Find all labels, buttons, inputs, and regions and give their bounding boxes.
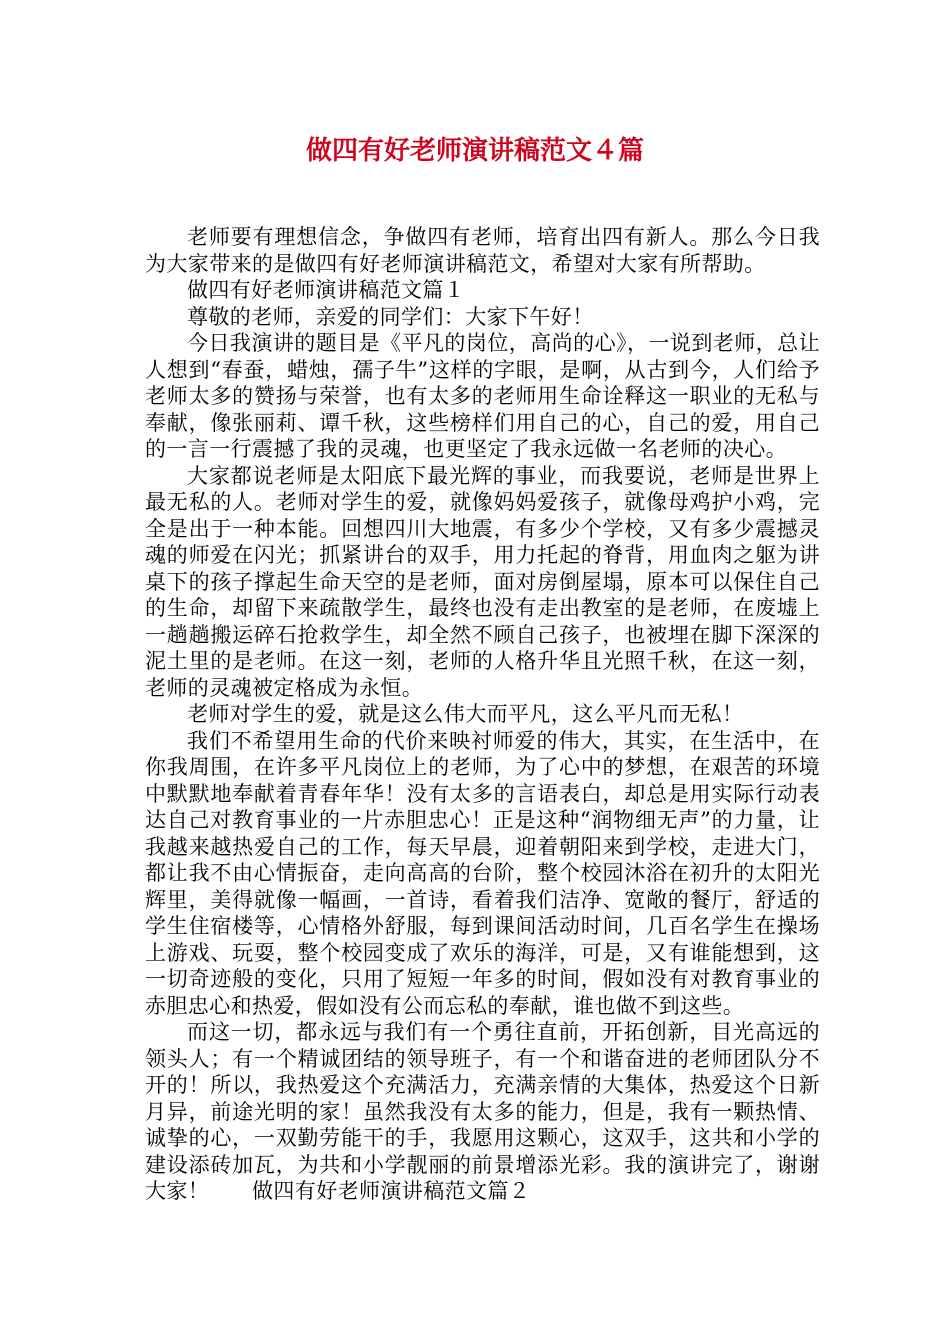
body-paragraph: 今日我演讲的题目是《平凡的岗位，高尚的心》，一说到老师，总让人想到“春蚕，蜡烛，孺子牛”这样的字眼，是啊，从古到今，人们给予老师太多的赞扬与荣誉，也有太多的老师用生命诠释这一职业的无私与奉献，像张丽莉、谭千秋，这些榜样们用自己的心，自己的爱，用自己的一言一行震撼了我的灵魂，也更坚定了我永远做一名老师的决心。 — [145, 331, 820, 461]
greeting-paragraph: 尊敬的老师，亲爱的同学们：大家下午好！ — [187, 304, 594, 329]
body-paragraph: 我们不希望用生命的代价来映衬师爱的伟大，其实，在生活中，在你我周围，在许多平凡岗位上的老师，为了心中的梦想，在艰苦的环境中默默地奉献着青春年华！没有太多的言语表白，却总是用实际行动表达自己对教育事业的一片赤胆忠心！正是这种“润物细无声”的力量，让我越来越热爱自己的工作，每天早晨，迎着朝阳来到学校，走进大门，都让我不由心情振奋，走向高高的台阶，整个校园沐浴在初升的太阳光辉里，美得就像一幅画，一首诗，看着我们洁净、宽敞的餐厅，舒适的学生住宿楼等，心情格外舒服，每到课间活动时间，几百名学生在操场上游戏、玩耍，整个校园变成了欢乐的海洋，可是，又有谁能想到，这一切奇迹般的变化，只用了短短一年多的时间，假如没有对教育事业的赤胆忠心和热爱，假如没有公而忘私的奉献，谁也做不到这些。 — [145, 728, 820, 1018]
intro-paragraph: 老师要有理想信念，争做四有老师，培育出四有新人。那么今日我为大家带来的是做四有好老师演讲稿范文，希望对大家有所帮助。 — [145, 225, 820, 276]
section-heading-1: 做四有好老师演讲稿范文篇１ — [187, 278, 466, 302]
body-paragraph: 大家都说老师是太阳底下最光辉的事业，而我要说，老师是世界上最无私的人。老师对学生的爱，就像妈妈爱孩子，就像母鸡护小鸡，完全是出于一种本能。回想四川大地震，有多少个学校，又有多少震撼灵魂的师爱在闪光；抓紧讲台的双手，用力托起的脊背，用血肉之躯为讲桌下的孩子撑起生命天空的是老师，面对房倒屋塌，原本可以保住自己的生命，却留下来疏散学生，最终也没有走出教室的是老师，在废墟上一趟趟搬运碎石抢救学生，却全然不顾自己孩子，也被埋在脚下深深的泥土里的是老师。在这一刻，老师的人格升华且光照千秋，在这一刻，老师的灵魂被定格成为永恒。 — [145, 463, 820, 700]
body-paragraph: 老师对学生的爱，就是这么伟大而平凡，这么平凡而无私！ — [187, 702, 744, 726]
document-body — [145, 224, 820, 1205]
document-title: 做四有好老师演讲稿范文４篇 — [305, 136, 644, 166]
body-paragraph: 而这一切，都永远与我们有一个勇往直前，开拓创新，目光高远的领头人；有一个精诚团结的领导班子，有一个和谐奋进的老师团队分不开的！所以，我热爱这个充满活力，充满亲情的大集体，热爱这个日新月异，前途光明的家！虽然我没有太多的能力，但是，我有一颗热情、诚挚的心，一双勤劳能干的手，我愿用这颗心，这双手，这共和小学的建设添砖加瓦，为共和小学靓丽的前景增添光彩。我的演讲完了，谢谢大家！ 做四有好老师演讲稿范文篇２ — [145, 1020, 820, 1203]
